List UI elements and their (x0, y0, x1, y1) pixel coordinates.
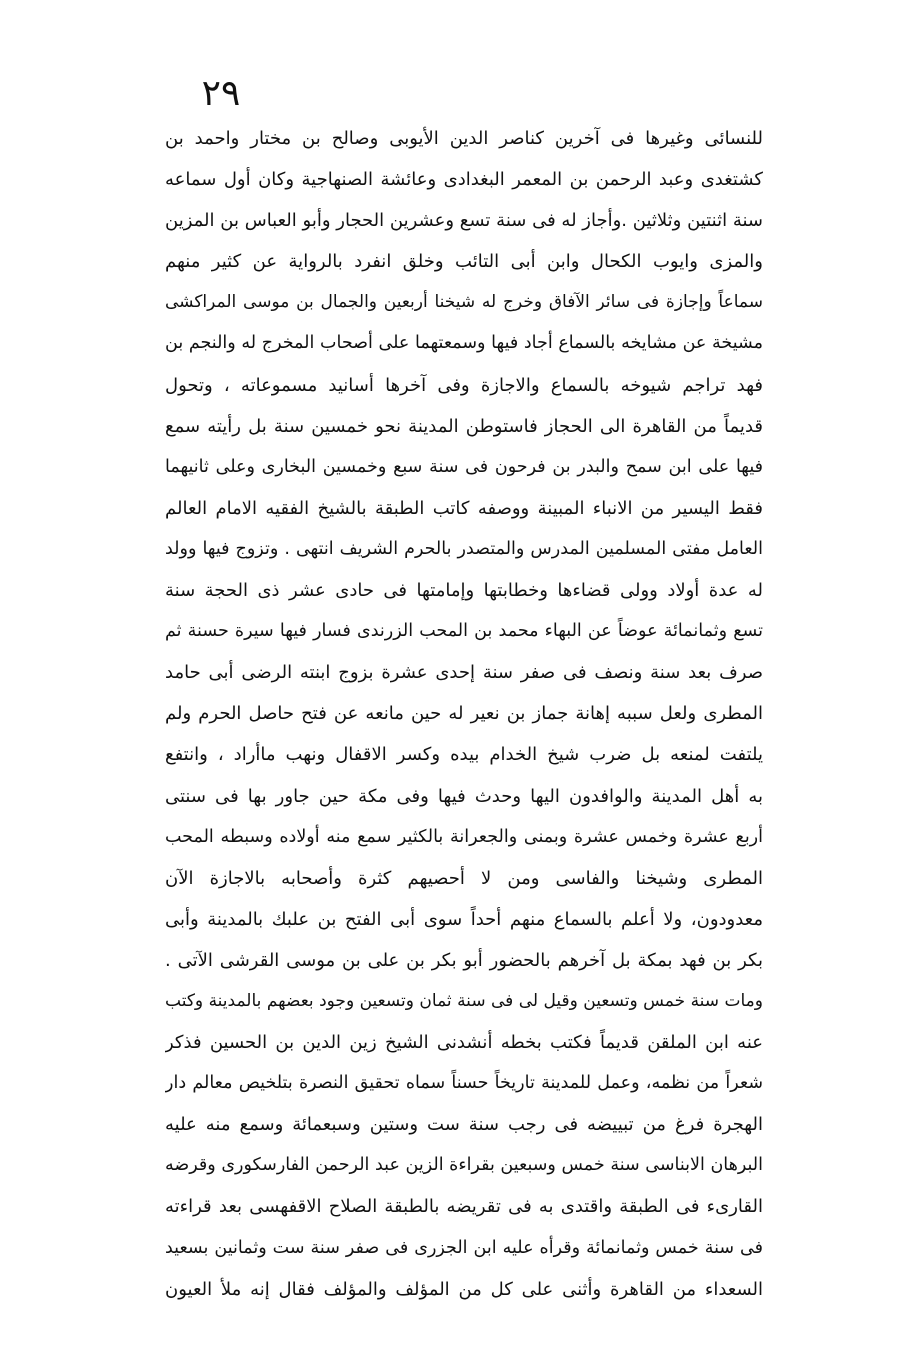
text-line: شعراً من نظمه، وعمل للمدينة تاريخاً حسناً سماه تحقيق النصرة بتلخيص معالم دار (165, 1073, 763, 1094)
text-line: سماعاً وإجازة فى سائر الآفاق وخرج له شيخنا أربعين والجمال بن موسى المراكشى (165, 292, 763, 313)
text-line: يلتفت لمنعه بل ضرب شيخ الخدام بيده وكسر الاقفال ونهب ماأراد ، وانتفع (165, 744, 763, 766)
text-line: صرف بعد سنة ونصف فى صفر سنة إحدى عشرة بزوج ابنته الرضى أبى حامد (165, 662, 763, 684)
text-line: بكر بن فهد بمكة بل آخرهم بالحضور أبو بكر بن على بن موسى القرشى الآتى . (165, 949, 763, 971)
text-line: الهجرة فرغ من تبييضه فى رجب سنة ست وستين وسبعمائة وسمع منه عليه (165, 1114, 763, 1136)
text-line: السعداء من القاهرة وأثنى على كل من المؤلف والمؤلف فقال إنه ملأ العيون (165, 1278, 763, 1300)
text-line: عنه ابن الملقن قديماً فكتب بخطه أنشدنى الشيخ زين الدين بن الحسين فذكر (165, 1032, 763, 1054)
text-line: فيها على ابن سمح والبدر بن فرحون فى سنة سبع وخمسين البخارى وعلى ثانيهما (165, 456, 763, 477)
text-line: البرهان الابناسى سنة خمس وسبعين بقراءة الزين عبد الرحمن الفارسكورى وقرضه (165, 1155, 763, 1176)
text-line: له عدة أولاد وولى قضاءها وخطابتها وإمامتها فى حادى عشر ذى الحجة سنة (165, 580, 763, 602)
text-line: فقط اليسير من الانباء المبينة ووصفه كاتب الطبقة بالشيخ الفقيه الامام العالم (165, 497, 763, 519)
body-text (165, 118, 763, 1310)
page-number: ٢٩ (201, 73, 241, 114)
text-line: تسع وثمانمائة عوضاً عن البهاء محمد بن المحب الزرندى فسار فيها سيرة حسنة ثم (165, 621, 763, 642)
text-line: به أهل المدينة والوافدون اليها وحدث فيها وفى مكة حين جاور بها فى سنتى (165, 785, 763, 807)
text-line: فهد تراجم شيوخه بالسماع والاجازة وفى آخرها أسانيد مسموعاته ، وتحول (165, 374, 763, 396)
text-line: العامل مفتى المسلمين المدرس والمتصدر بالحرم الشريف انتهى . وتزوج فيها وولد (165, 538, 763, 559)
text-line: القارىء فى الطبقة واقتدى به فى تقريضه بالطبقة الصلاح الاقفهسى بعد قراءته (165, 1196, 763, 1218)
text-line: للنسائى وغيرها فى آخرين كناصر الدين الأيوبى وصالح بن مختار واحمد بن (165, 128, 763, 149)
text-line: مشيخة عن مشايخه بالسماع أجاد فيها وسمعتهما على أصحاب المخرج له والنجم بن (165, 333, 763, 354)
text-line: المطرى ولعل سببه إهانة جماز بن نعير له حين مانعه عن فتح حاصل الحرم ولم (165, 703, 763, 725)
text-line: كشتغدى وعبد الرحمن بن المعمر البغدادى وعائشة الصنهاجية وكان أول سماعه (165, 169, 763, 191)
text-line: سنة اثنتين وثلاثين .وأجاز له فى سنة تسع وعشرين الحجار وأبو العباس بن المزين (165, 210, 763, 232)
text-line: والمزى وايوب الكحال وابن أبى التائب وخلق انفرد بالرواية عن كثير منهم (165, 251, 763, 273)
text-line: أربع عشرة وخمس عشرة وبمنى والجعرانة بالكثير سمع منه أولاده وسبطه المحب (165, 826, 763, 847)
text-line: قديماً من القاهرة الى الحجاز فاستوطن المدينة نحو خمسين سنة بل رأيته سمع (165, 415, 763, 437)
text-line: ومات سنة خمس وتسعين وقيل لى فى سنة ثمان وتسعين وجود بعضهم بالمدينة وكتب (165, 990, 763, 1011)
text-line: معدودون، ولا أعلم بالسماع منهم أحداً سوى أبى الفتح بن علبك بالمدينة وأبى (165, 908, 763, 930)
text-line: المطرى وشيخنا والفاسى ومن لا أحصيهم كثرة وأصحابه بالاجازة الآن (165, 867, 763, 889)
text-line: فى سنة خمس وثمانمائة وقرأه عليه ابن الجزرى فى صفر سنة ست وثمانين بسعيد (165, 1237, 763, 1258)
